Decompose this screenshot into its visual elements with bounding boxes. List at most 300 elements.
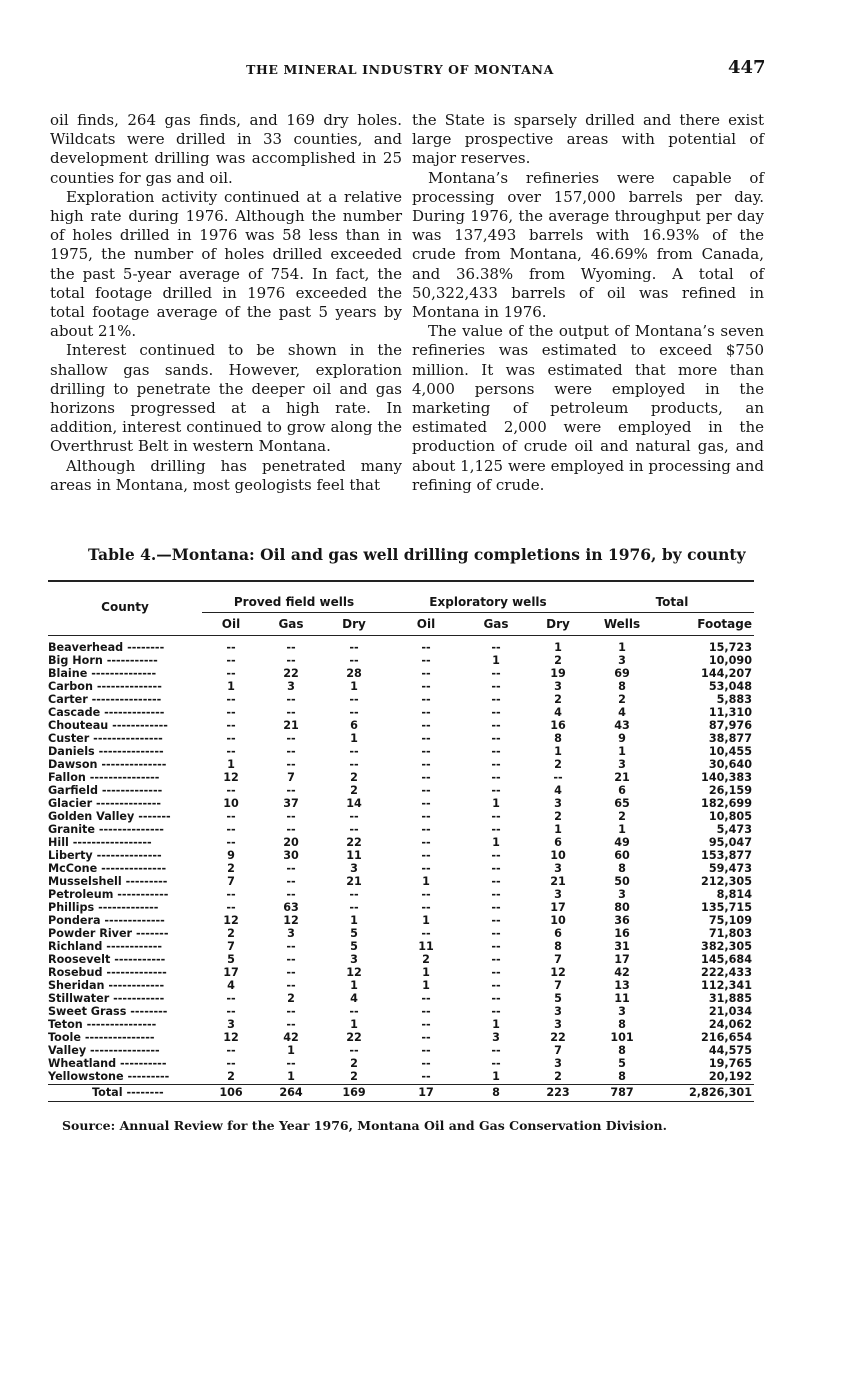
county-cell: Custer --------------- [48,733,163,746]
table-cell: 8 [618,1070,626,1084]
table-row [48,785,754,798]
right-text-column [412,111,764,495]
table-cell: -- [491,992,501,1006]
table-cell: -- [421,784,431,798]
table-cell: 5 [618,1057,626,1071]
table-cell: 30 [283,849,299,863]
table-cell: 3 [350,953,358,967]
table-cell: -- [421,823,431,837]
table-row [48,889,754,902]
column-header: Footage [654,613,754,636]
column-header-county: County [48,581,202,636]
table-cell: -- [349,654,359,668]
table-cell: -- [349,1044,359,1058]
table-cell: -- [226,1044,236,1058]
table-cell: 9 [227,849,235,863]
county-cell: Cascade ------------- [48,707,165,720]
table-cell: 28 [346,667,362,681]
table-cell: -- [491,862,501,876]
table-cell: 3 [287,927,295,941]
table-cell: 5 [554,992,562,1006]
table-cell: -- [491,966,501,980]
table-cell: 63 [283,901,299,915]
paragraph: the State is sparsely drilled and there exist large prospective areas with potential of major reserves. [412,111,764,168]
table-cell: -- [491,1044,501,1058]
county-cell: Granite -------------- [48,824,164,837]
table-cell: -- [491,810,501,824]
table-cell: 19 [550,667,566,681]
table-cell: 7 [554,1044,562,1058]
table-cell: -- [286,953,296,967]
table-cell: 5 [227,953,235,967]
table-cell: -- [491,745,501,759]
table-cell: 44,575 [708,1044,752,1058]
table-cell: 2 [227,1070,235,1084]
table-cell: -- [349,745,359,759]
county-cell: Powder River ------- [48,928,169,941]
county-cell: Golden Valley ------- [48,811,171,824]
county-cell: Musselshell --------- [48,876,168,889]
table-row [48,655,754,668]
table-cell: 6 [554,927,562,941]
column-header: Dry [322,613,386,636]
county-cell: Fallon --------------- [48,772,160,785]
county-cell: Pondera ------------- [48,915,165,928]
table-row [48,1032,754,1045]
table-cell: -- [491,888,501,902]
table-row [48,1006,754,1019]
county-cell: Chouteau ------------ [48,720,168,733]
county-cell: Carter --------------- [48,694,162,707]
table-cell: 2 [422,953,430,967]
table-row [48,993,754,1006]
table-cell: 101 [610,1031,634,1045]
table-cell: 223 [526,1085,590,1102]
table-cell: 4 [227,979,235,993]
table-cell: -- [421,771,431,785]
county-cell: Blaine -------------- [48,668,157,681]
table-cell: 22 [283,667,299,681]
table-cell: 7 [227,940,235,954]
table-row [48,636,754,656]
table-cell: -- [491,849,501,863]
table-cell: 65 [614,797,630,811]
county-cell: Toole --------------- [48,1032,155,1045]
table-cell: -- [421,1018,431,1032]
table-cell: 10,090 [708,654,752,668]
table-cell: -- [226,745,236,759]
table-cell: -- [286,706,296,720]
county-cell: Roosevelt ----------- [48,954,166,967]
table-cell: -- [421,1031,431,1045]
county-cell: Valley --------------- [48,1045,160,1058]
table-cell: 7 [554,953,562,967]
table-cell: -- [226,641,236,655]
table-cell: 22 [550,1031,566,1045]
table-cell: -- [491,680,501,694]
table-cell: -- [349,810,359,824]
table-cell: 2 [554,654,562,668]
table-cell: -- [349,888,359,902]
table-cell: 2 [554,1070,562,1084]
table-cell: -- [421,888,431,902]
table-cell: -- [286,823,296,837]
table-cell: 1 [618,823,626,837]
table-row [48,850,754,863]
table-cell: -- [491,758,501,772]
county-cell: McCone -------------- [48,863,167,876]
county-cell: Petroleum ----------- [48,889,169,902]
table-cell: 3 [554,1018,562,1032]
table-cell: 12 [283,914,299,928]
table-cell: -- [226,732,236,746]
table-cell: 8 [554,732,562,746]
county-cell: Glacier -------------- [48,798,162,811]
table-cell: -- [553,771,563,785]
table-row [48,1045,754,1058]
table-cell: 1 [492,797,500,811]
table-cell: 16 [614,927,630,941]
drilling-completions-table [48,580,754,1102]
county-cell: Daniels -------------- [48,746,164,759]
table-row [48,668,754,681]
county-cell: Yellowstone --------- [48,1071,170,1084]
table-cell: -- [491,901,501,915]
table-cell: 24,062 [708,1018,752,1032]
table-cell: 212,305 [701,875,752,889]
column-header: Dry [526,613,590,636]
table-cell: -- [491,667,501,681]
table-cell: -- [349,693,359,707]
table-cell: -- [421,732,431,746]
column-header: Oil [386,613,466,636]
county-cell: Dawson -------------- [48,759,167,772]
table-cell: -- [491,927,501,941]
county-cell: Phillips ------------- [48,902,159,915]
county-cell: Sheridan ------------ [48,980,165,993]
table-cell: 1 [422,875,430,889]
table-cell: -- [286,745,296,759]
group-header-total: Total [590,581,754,613]
table-cell: 49 [614,836,630,850]
county-cell: Carbon -------------- [48,681,162,694]
table-cell: 182,699 [701,797,752,811]
table-cell: -- [286,1057,296,1071]
table-cell: 4 [554,784,562,798]
table-cell: 37 [283,797,299,811]
table-cell: -- [491,1057,501,1071]
table-cell: -- [349,758,359,772]
table-cell: -- [226,823,236,837]
table-row [48,772,754,785]
table-cell: 12 [223,914,239,928]
table-cell: 112,341 [701,979,752,993]
table-row [48,733,754,746]
table-cell: 2 [350,1057,358,1071]
table-cell: 3 [287,680,295,694]
table-cell: 2 [350,1070,358,1084]
table-cell: 75,109 [708,914,752,928]
table-cell: 22 [346,1031,362,1045]
table-cell: 3 [618,654,626,668]
table-cell: 87,976 [708,719,752,733]
table-cell: -- [491,719,501,733]
table-cell: 3 [618,1005,626,1019]
table-cell: -- [421,862,431,876]
table-cell: 16 [550,719,566,733]
table-cell: 1 [422,966,430,980]
table-cell: 1 [422,914,430,928]
table-cell: 1 [554,745,562,759]
table-cell: 12 [223,771,239,785]
table-row [48,941,754,954]
table-cell: 12 [550,966,566,980]
table-cell: 222,433 [701,966,752,980]
table-cell: 8 [618,680,626,694]
table-row [48,954,754,967]
county-cell: Liberty -------------- [48,850,162,863]
table-cell: 3 [554,862,562,876]
table-cell: 20 [283,836,299,850]
table-cell: 1 [287,1044,295,1058]
table-cell: -- [491,693,501,707]
paragraph: oil finds, 264 gas finds, and 169 dry holes. Wildcats were drilled in 33 counties, and development drilling was accomplished in 25 counties for gas and oil. [50,111,402,187]
table-cell: -- [421,654,431,668]
table-cell: 30,640 [708,758,752,772]
table-cell: -- [491,940,501,954]
table-cell: -- [226,992,236,1006]
table-cell: 1 [422,979,430,993]
table-cell: 1 [350,979,358,993]
table-cell: 1 [287,1070,295,1084]
running-header-title: THE MINERAL INDUSTRY OF MONTANA [246,62,554,77]
table-cell: 80 [614,901,630,915]
county-cell: Total -------- [48,1085,202,1102]
table-cell: 8 [466,1085,526,1102]
table-cell: -- [491,641,501,655]
table-cell: -- [421,706,431,720]
table-cell: 21,034 [708,1005,752,1019]
table-cell: -- [226,888,236,902]
table-cell: 1 [492,836,500,850]
table-row [48,967,754,980]
table-row [48,746,754,759]
table-cell: 60 [614,849,630,863]
county-cell: Big Horn ----------- [48,655,158,668]
table-cell: 43 [614,719,630,733]
table-cell: -- [226,719,236,733]
table-row [48,824,754,837]
table-cell: -- [421,719,431,733]
table-cell: -- [421,1005,431,1019]
table-cell: -- [421,667,431,681]
table-cell: 2 [554,758,562,772]
table-title: Table 4.—Montana: Oil and gas well drilling completions in 1976, by county [88,545,746,564]
table-cell: 42 [283,1031,299,1045]
table-cell: -- [286,940,296,954]
table-cell: -- [421,758,431,772]
paragraph: Interest continued to be shown in the shallow gas sands. However, exploration drilling to penetrate the deeper oil and gas horizons progressed at a high rate. In addition, interest continued to grow along the Overthrust Belt in western Montana. [50,341,402,456]
table-cell: 3 [492,1031,500,1045]
table-row [48,759,754,772]
table-cell: 8 [618,1044,626,1058]
table-cell: -- [286,862,296,876]
table-cell: 4 [350,992,358,1006]
table-cell: 1 [350,732,358,746]
column-header: Gas [260,613,322,636]
table-cell: 21 [550,875,566,889]
table-cell: -- [421,810,431,824]
table-cell: -- [226,654,236,668]
paragraph: Although drilling has penetrated many areas in Montana, most geologists feel that [50,456,402,494]
table-cell: 5 [350,940,358,954]
table-cell: 1 [492,1018,500,1032]
table-cell: 1 [227,680,235,694]
table-cell: 153,877 [701,849,752,863]
table-cell: -- [491,823,501,837]
table-row [48,1058,754,1071]
table-cell: -- [421,745,431,759]
county-cell: Wheatland ---------- [48,1058,167,1071]
table-cell: -- [286,693,296,707]
table-cell: 17 [223,966,239,980]
table-cell: 21 [614,771,630,785]
table-cell: -- [226,706,236,720]
table-cell: -- [286,979,296,993]
table-cell: 11 [346,849,362,863]
paragraph: Montana’s refineries were capable of processing over 157,000 barrels per day. During 1976, the average throughput per day was 137,493 barrels with 16.93% of the crude from Montana, 46.69% from Canada, and 36.38% from Wyoming. A total of 50,322,433 barrels of oil was refined in Montana in 1976. [412,168,764,322]
group-header-exploratory-wells: Exploratory wells [386,581,590,613]
table-cell: 1 [227,758,235,772]
county-cell: Teton --------------- [48,1019,157,1032]
table-cell: 3 [554,1057,562,1071]
table-cell: 382,305 [701,940,752,954]
table-cell: -- [226,693,236,707]
table-cell: 71,803 [708,927,752,941]
table-cell: 135,715 [701,901,752,915]
table-cell: -- [286,875,296,889]
table-cell: 2 [618,693,626,707]
table-cell: 3 [227,1018,235,1032]
table-cell: -- [421,992,431,1006]
county-cell: Hill ----------------- [48,837,152,850]
table-cell: -- [491,706,501,720]
table-cell: 42 [614,966,630,980]
table-cell: 1 [618,745,626,759]
table-cell: 20,192 [708,1070,752,1084]
table-cell: 59,473 [708,862,752,876]
table-cell: -- [491,953,501,967]
table-row [48,928,754,941]
table-cell: 5,473 [716,823,752,837]
table-cell: 1 [554,823,562,837]
group-header-proved-field-wells: Proved field wells [202,581,386,613]
table-cell: 10,455 [708,745,752,759]
table-cell: -- [286,784,296,798]
table-cell: 31 [614,940,630,954]
table-cell: 15,723 [708,641,752,655]
table-cell: -- [286,1018,296,1032]
table-row [48,1071,754,1085]
table-cell: -- [421,680,431,694]
table-cell: 12 [346,966,362,980]
table-row [48,902,754,915]
table-cell: -- [421,797,431,811]
table-cell: -- [286,758,296,772]
table-cell: 140,383 [701,771,752,785]
table-cell: 10 [223,797,239,811]
table-cell: 3 [554,1005,562,1019]
table-cell: -- [226,1005,236,1019]
table-cell: -- [286,732,296,746]
table-cell: 7 [554,979,562,993]
table-cell: -- [421,927,431,941]
table-cell: -- [349,1005,359,1019]
page-number: 447 [728,57,766,78]
table-cell: 106 [202,1085,260,1102]
table-cell: -- [226,784,236,798]
table-row [48,980,754,993]
column-header: Wells [590,613,654,636]
table-cell: -- [286,888,296,902]
table-cell: 2 [554,693,562,707]
table-row [48,915,754,928]
county-cell: Sweet Grass -------- [48,1006,168,1019]
paragraph: Exploration activity continued at a relative high rate during 1976. Although the number of holes drilled in 1976 was 58 less than in 1975, the number of holes drilled exceeded the past 5-year average of 754. In fact, the total footage drilled in 1976 exceeded the total footage average of the past 5 years by about 21%. [50,187,402,341]
table-cell: 11 [614,992,630,1006]
table-row [48,798,754,811]
table-cell: 8 [554,940,562,954]
table-cell: 1 [554,641,562,655]
table-cell: 144,207 [701,667,752,681]
table-cell: -- [349,706,359,720]
table-cell: 21 [346,875,362,889]
table-row [48,694,754,707]
table-cell: 21 [283,719,299,733]
table-cell: -- [421,1057,431,1071]
table-cell: 2 [227,927,235,941]
table-row [48,681,754,694]
table-cell: 3 [554,797,562,811]
table-row [48,707,754,720]
table-cell: 17 [614,953,630,967]
table-cell: 216,654 [701,1031,752,1045]
table-cell: 6 [554,836,562,850]
table-cell: 8,814 [716,888,752,902]
table-cell: 5,883 [716,693,752,707]
column-header: Oil [202,613,260,636]
table-cell: -- [491,914,501,928]
county-cell: Garfield ------------- [48,785,163,798]
table-cell: 1 [350,680,358,694]
table-cell: 17 [550,901,566,915]
table-cell: 3 [618,888,626,902]
table-cell: -- [286,966,296,980]
table-row [48,837,754,850]
table-cell: 2 [350,784,358,798]
table-cell: -- [349,823,359,837]
table-cell: 12 [223,1031,239,1045]
table-cell: 53,048 [708,680,752,694]
table-cell: 6 [350,719,358,733]
table-cell: -- [286,810,296,824]
county-cell: Richland ------------ [48,941,163,954]
table-cell: 2 [287,992,295,1006]
table-cell: 50 [614,875,630,889]
table-cell: -- [349,901,359,915]
table-cell: 10,805 [708,810,752,824]
table-cell: 787 [590,1085,654,1102]
